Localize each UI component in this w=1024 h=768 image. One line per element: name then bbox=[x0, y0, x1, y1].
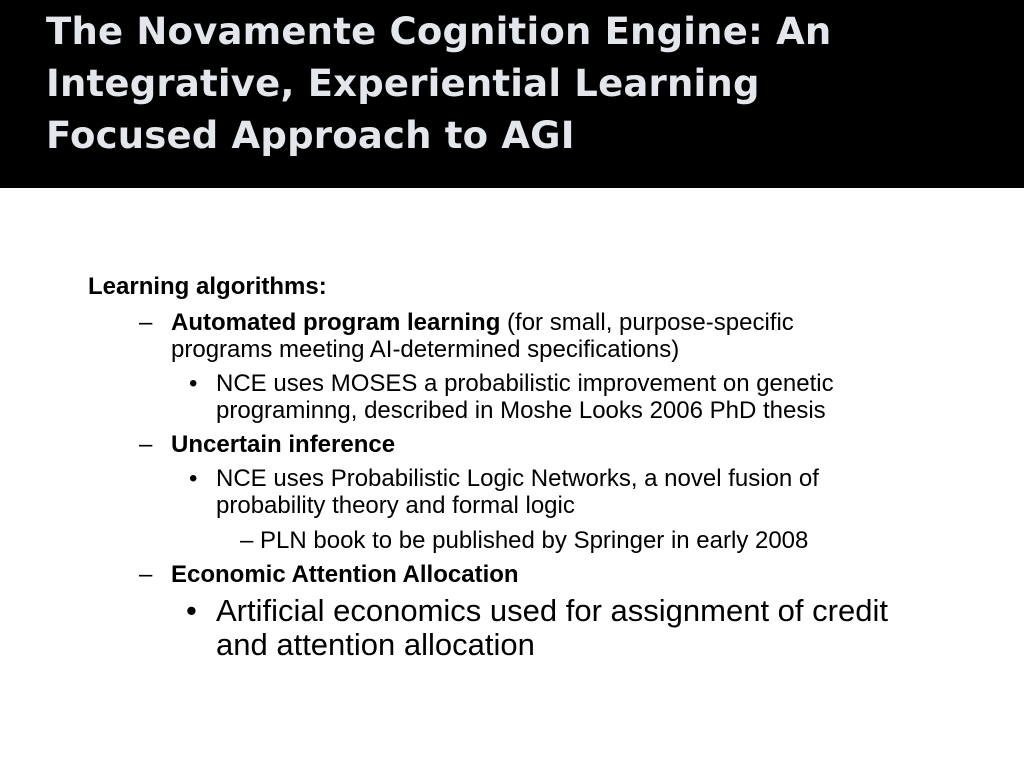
list-item-title: Automated program learning bbox=[171, 309, 501, 336]
section-heading: Learning algorithms: bbox=[88, 273, 327, 300]
dash-marker: – bbox=[139, 309, 153, 336]
bullet-marker: • bbox=[189, 465, 198, 492]
dash-marker: – bbox=[139, 561, 153, 588]
bullet-marker: • bbox=[186, 593, 197, 628]
sub-sub-item: – PLN book to be published by Springer in early 2008 bbox=[240, 527, 809, 554]
list-item-description: (for small, purpose-specific bbox=[500, 309, 794, 336]
dash-marker: – bbox=[139, 431, 153, 458]
sub-item-line: programinng, described in Moshe Looks 2006 PhD thesis bbox=[216, 397, 826, 424]
sub-item-line: probability theory and formal logic bbox=[216, 492, 575, 519]
list-item-title: Economic Attention Allocation bbox=[171, 561, 519, 588]
sub-item-line: and attention allocation bbox=[216, 627, 535, 662]
list-item bbox=[171, 309, 794, 336]
slide-title-line: Focused Approach to AGI bbox=[46, 114, 575, 157]
list-item-title: Uncertain inference bbox=[171, 431, 396, 458]
sub-item-line: Artificial economics used for assignment of credit bbox=[216, 593, 888, 628]
slide-title-line: Integrative, Experiential Learning bbox=[46, 62, 760, 105]
slide-title-line: The Novamente Cognition Engine: An bbox=[46, 10, 832, 53]
sub-item-line: NCE uses MOSES a probabilistic improvement on genetic bbox=[216, 370, 834, 397]
list-item-description-continued: programs meeting AI-determined specifications) bbox=[171, 336, 680, 363]
sub-item-line: NCE uses Probabilistic Logic Networks, a novel fusion of bbox=[216, 465, 819, 492]
bullet-marker: • bbox=[189, 370, 198, 397]
